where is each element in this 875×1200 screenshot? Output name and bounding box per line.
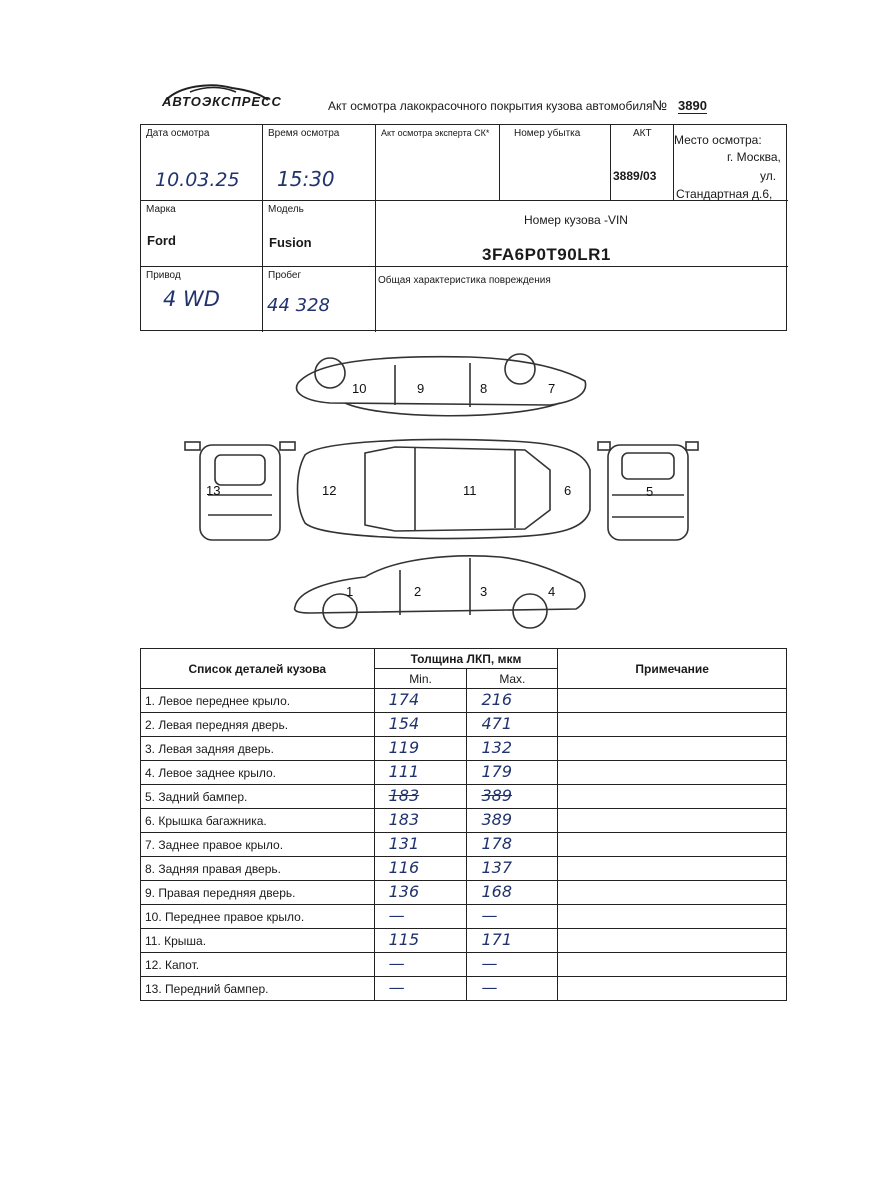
max-value-cell [467, 761, 558, 785]
make-label: Марка [146, 204, 176, 215]
table-row [141, 785, 787, 809]
parts-thickness-table [140, 648, 787, 1001]
min-value: 174 [388, 690, 420, 709]
max-value: 389 [481, 810, 512, 829]
vin-cell [376, 201, 788, 267]
max-value: 179 [481, 762, 512, 781]
max-value-cell [467, 713, 558, 737]
note-cell [558, 905, 787, 929]
table-row [141, 929, 787, 953]
date-cell [141, 125, 263, 201]
max-value: — [481, 906, 498, 925]
part-name: 1. Левое переднее крыло. [141, 689, 375, 713]
car-body-diagram [180, 345, 700, 645]
model-cell [263, 201, 376, 267]
mileage-cell [263, 267, 376, 332]
min-value-cell [374, 761, 467, 785]
max-value-cell [467, 905, 558, 929]
parts-rows [141, 689, 787, 1001]
drive-cell [141, 267, 263, 332]
max-value: 216 [481, 690, 512, 709]
note-cell [558, 737, 787, 761]
zone-label-11: 11 [463, 483, 477, 498]
zone-label-8: 8 [480, 381, 488, 396]
min-value: 183 [388, 786, 420, 805]
max-column-header: Max. [467, 669, 558, 689]
max-value-cell [467, 689, 558, 713]
expert-cell [376, 125, 500, 201]
note-cell [558, 977, 787, 1001]
car-left-side-view [295, 556, 585, 628]
table-row [141, 953, 787, 977]
min-value: 115 [388, 930, 420, 949]
min-value-cell [374, 809, 467, 833]
loss-label: Номер убытка [514, 128, 581, 139]
max-value-cell [467, 953, 558, 977]
min-value: — [388, 954, 405, 973]
logo-text: АВТОЭКСПРЕСС [162, 94, 282, 109]
min-column-header: Min. [374, 669, 467, 689]
min-value-cell [374, 857, 467, 881]
table-row [141, 713, 787, 737]
note-cell [558, 881, 787, 905]
zone-label-2: 2 [414, 584, 422, 599]
table-row [141, 737, 787, 761]
part-name: 4. Левое заднее крыло. [141, 761, 375, 785]
zone-label-5: 5 [646, 484, 654, 499]
place-line3: Стандартная д.6, [676, 187, 773, 201]
act-label: АКТ [633, 128, 652, 139]
place-label: Место осмотра: [674, 133, 762, 147]
min-value: 154 [388, 714, 420, 733]
act-value: 3889/03 [613, 169, 657, 183]
car-right-side-view [297, 354, 586, 416]
zone-label-1: 1 [346, 584, 354, 599]
min-value-cell [374, 953, 467, 977]
min-value-cell [374, 881, 467, 905]
model-label: Модель [268, 204, 304, 215]
table-row [141, 881, 787, 905]
note-column-header: Примечание [558, 649, 787, 689]
act-cell [611, 125, 674, 201]
make-value: Ford [147, 233, 176, 248]
min-value: — [388, 906, 405, 925]
part-name: 7. Заднее правое крыло. [141, 833, 375, 857]
max-value-cell [467, 929, 558, 953]
thickness-column-header: Толщина ЛКП, мкм [374, 649, 558, 669]
damage-cell [376, 267, 788, 332]
max-value-cell [467, 809, 558, 833]
place-line1: г. Москва, [727, 150, 781, 164]
min-value: 183 [388, 810, 420, 829]
max-value: 171 [481, 930, 512, 949]
min-value-cell [374, 713, 467, 737]
max-value-cell [467, 857, 558, 881]
part-name: 12. Капот. [141, 953, 375, 977]
max-value-cell [467, 977, 558, 1001]
zone-label-6: 6 [564, 483, 572, 498]
note-cell [558, 713, 787, 737]
max-value: 137 [481, 858, 512, 877]
document-number: 3890 [678, 98, 707, 113]
zone-label-13: 13 [206, 483, 221, 498]
date-value: 10.03.25 [155, 169, 240, 191]
min-value-cell [374, 929, 467, 953]
max-value-cell [467, 737, 558, 761]
time-cell [263, 125, 376, 201]
note-cell [558, 785, 787, 809]
min-value: 119 [388, 738, 420, 757]
table-row [141, 905, 787, 929]
max-value: 471 [481, 714, 512, 733]
mileage-value: 44 328 [267, 295, 330, 316]
note-cell [558, 761, 787, 785]
car-front-view [185, 442, 295, 540]
min-value: 116 [388, 858, 420, 877]
max-value: 178 [481, 834, 512, 853]
note-cell [558, 833, 787, 857]
zone-label-4: 4 [548, 584, 556, 599]
expert-label: Акт осмотра эксперта СК* [381, 128, 490, 138]
loss-cell [500, 125, 611, 201]
max-value-cell [467, 881, 558, 905]
part-name: 6. Крышка багажника. [141, 809, 375, 833]
part-name: 2. Левая передняя дверь. [141, 713, 375, 737]
max-value-cell [467, 833, 558, 857]
table-row [141, 857, 787, 881]
damage-label: Общая характеристика повреждения [378, 275, 551, 286]
zone-label-9: 9 [417, 381, 425, 396]
note-cell [558, 929, 787, 953]
place-cell [674, 125, 788, 201]
zone-label-7: 7 [548, 381, 556, 396]
info-grid [140, 124, 787, 331]
note-cell [558, 689, 787, 713]
zone-label-12: 12 [322, 483, 337, 498]
min-value-cell [374, 833, 467, 857]
max-value: — [481, 978, 498, 997]
min-value-cell [374, 905, 467, 929]
car-top-view [298, 440, 591, 539]
parts-column-header: Список деталей кузова [141, 649, 375, 689]
zone-label-10: 10 [352, 381, 367, 396]
make-cell [141, 201, 263, 267]
max-value: — [481, 954, 498, 973]
part-name: 10. Переднее правое крыло. [141, 905, 375, 929]
part-name: 13. Передний бампер. [141, 977, 375, 1001]
table-row [141, 761, 787, 785]
min-value-cell [374, 689, 467, 713]
vin-label: Номер кузова -VIN [524, 213, 628, 227]
min-value: 131 [388, 834, 420, 853]
document-title: Акт осмотра лакокрасочного покрытия кузова автомобиля [328, 99, 653, 113]
table-row [141, 689, 787, 713]
max-value: 389 [481, 786, 512, 805]
model-value: Fusion [269, 235, 312, 250]
part-name: 11. Крыша. [141, 929, 375, 953]
zone-label-3: 3 [480, 584, 488, 599]
date-label: Дата осмотра [146, 128, 210, 139]
max-value-cell [467, 785, 558, 809]
time-label: Время осмотра [268, 128, 340, 139]
part-name: 8. Задняя правая дверь. [141, 857, 375, 881]
drive-label: Привод [146, 270, 181, 281]
note-cell [558, 809, 787, 833]
min-value-cell [374, 785, 467, 809]
note-cell [558, 953, 787, 977]
place-line2: ул. [760, 169, 777, 183]
max-value: 132 [481, 738, 512, 757]
max-value: 168 [481, 882, 512, 901]
min-value: 136 [388, 882, 420, 901]
table-row [141, 977, 787, 1001]
part-name: 3. Левая задняя дверь. [141, 737, 375, 761]
note-cell [558, 857, 787, 881]
table-row [141, 809, 787, 833]
min-value: 111 [388, 762, 420, 781]
part-name: 5. Задний бампер. [141, 785, 375, 809]
time-value: 15:30 [277, 167, 335, 191]
mileage-label: Пробег [268, 270, 302, 281]
part-name: 9. Правая передняя дверь. [141, 881, 375, 905]
vin-value: 3FA6P0T90LR1 [482, 245, 611, 264]
min-value-cell [374, 737, 467, 761]
number-sign: № [652, 97, 668, 113]
min-value: — [388, 978, 405, 997]
table-row [141, 833, 787, 857]
min-value-cell [374, 977, 467, 1001]
drive-value: 4 WD [163, 287, 220, 311]
